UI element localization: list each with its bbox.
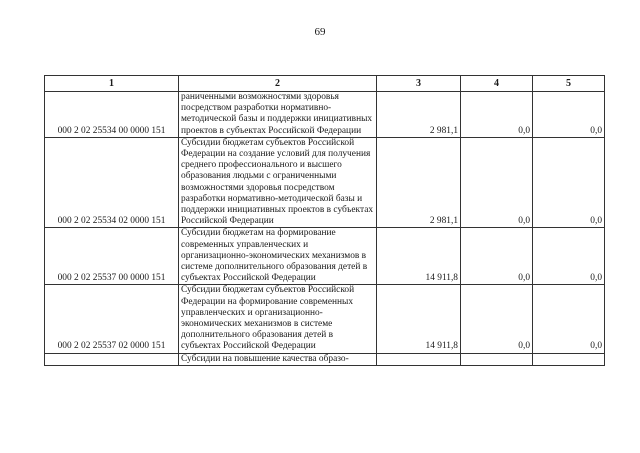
column-header-4: 4 [461, 76, 533, 92]
page-number: 69 [314, 26, 326, 38]
amount-cell: 0,0 [461, 285, 533, 353]
amount-cell: 0,0 [533, 92, 605, 138]
page-bottom-edge [0, 448, 640, 453]
budget-code-cell: 000 2 02 25534 02 0000 151 [45, 137, 179, 228]
amount-cell: 2 981,1 [377, 92, 461, 138]
table-row [45, 285, 605, 353]
budget-code-cell: 000 2 02 25537 02 0000 151 [45, 285, 179, 353]
amount-cell [461, 353, 533, 365]
amount-cell: 14 911,8 [377, 228, 461, 285]
amount-cell [377, 353, 461, 365]
budget-code-cell [45, 353, 179, 365]
table-row [45, 228, 605, 285]
amount-cell: 0,0 [461, 137, 533, 228]
table-header-row [45, 76, 605, 92]
amount-cell: 0,0 [533, 137, 605, 228]
amount-cell [533, 353, 605, 365]
amount-cell: 0,0 [461, 228, 533, 285]
table-row [45, 137, 605, 228]
description-cell: Субсидии на повышение качества образо- [179, 353, 377, 365]
table-row [45, 92, 605, 138]
description-cell: Субсидии бюджетам субъектов Российской Федерации на формирование современных управленческих и организационно-экономических механизмов в системе дополнительного образования детей в субъектах Российской Федерации [179, 285, 377, 353]
amount-cell: 0,0 [461, 92, 533, 138]
budget-code-cell: 000 2 02 25537 00 0000 151 [45, 228, 179, 285]
amount-cell: 2 981,1 [377, 137, 461, 228]
column-header-3: 3 [377, 76, 461, 92]
description-cell: раниченными возможностями здоровья посредством разработки нормативно-методической базы и поддержки инициативных проектов в субъектах Российской Федерации [179, 92, 377, 138]
column-header-1: 1 [45, 76, 179, 92]
column-header-5: 5 [533, 76, 605, 92]
table-row [45, 353, 605, 365]
column-header-2: 2 [179, 76, 377, 92]
description-cell: Субсидии бюджетам субъектов Российской Федерации на создание условий для получения среднего профессионального и высшего образования людьми с ограниченными возможностями здоровья посредством разработки нормативно-методической базы и поддержки инициативных проектов в субъектах Российской Федерации [179, 137, 377, 228]
amount-cell: 14 911,8 [377, 285, 461, 353]
description-cell: Субсидии бюджетам на формирование современных управленческих и организационно-экономических механизмов в системе дополнительного образования детей в субъектах Российской Федерации [179, 228, 377, 285]
budget-table [44, 75, 605, 366]
amount-cell: 0,0 [533, 285, 605, 353]
amount-cell: 0,0 [533, 228, 605, 285]
budget-code-cell: 000 2 02 25534 00 0000 151 [45, 92, 179, 138]
